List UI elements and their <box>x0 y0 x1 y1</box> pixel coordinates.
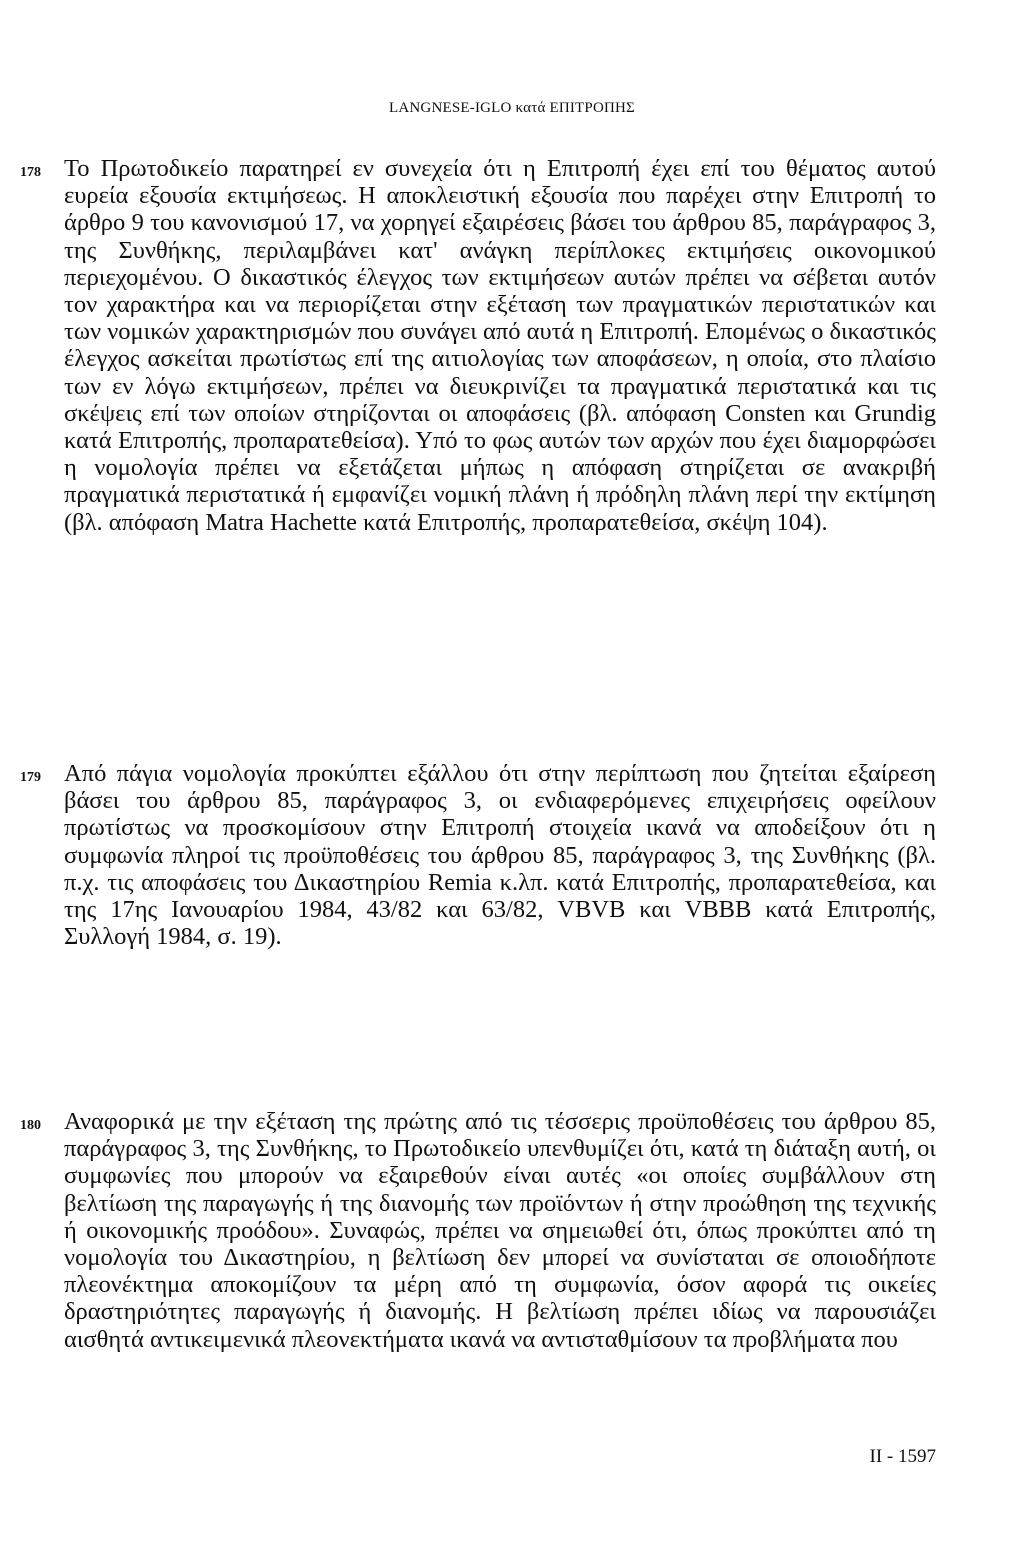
paragraph-number: 180 <box>20 1118 41 1133</box>
paragraph-number: 179 <box>20 770 41 785</box>
paragraph-text: Αναφορικά με την εξέταση της πρώτης από τις τέσσερις προϋποθέσεις του άρθρου 85, παράγραφος 3, της Συνθήκης, το Πρωτοδικείο υπενθυμίζει ότι, κατά τη διάταξη αυτή, οι συμφωνίες που μπορούν να εξαιρεθούν είναι αυτές «οι οποίες συμβάλλουν στη βελτίωση της παραγωγής ή της διανομής των προϊόντων ή στην προώθηση της τεχνικής ή οικονομικής προόδου». Συναφώς, πρέπει να σημειωθεί ότι, όπως προκύπτει από τη νομολογία του Δικαστηρίου, η βελτίωση δεν μπορεί να συνίσταται σε οποιοδήποτε πλεονέκτημα αποκομίζουν τα μέρη από τη συμφωνία, όσον αφορά τις οικείες δραστηριότητες παραγωγής ή διανομής. Η βελτίωση πρέπει ιδίως να παρουσιάζει αισθητά αντικειμενικά πλεονεκτήματα ικανά να αντισταθμίσουν τα προβλήματα που <box>64 1108 936 1353</box>
paragraph-text: Από πάγια νομολογία προκύπτει εξάλλου ότι στην περίπτωση που ζητείται εξαίρεση βάσει του άρθρου 85, παράγραφος 3, οι ενδιαφερόμενες επιχειρήσεις οφείλουν πρωτίστως να προσκομίσουν στην Επιτροπή στοιχεία ικανά να αποδείξουν ότι η συμφωνία πληροί τις προϋποθέσεις του άρθρου 85, παράγραφος 3, της Συνθήκης (βλ. π.χ. τις αποφάσεις του Δικαστηρίου Remia κ.λπ. κατά Επιτροπής, προπαρατεθείσα, και της 17ης Ιανουαρίου 1984, 43/82 και 63/82, VBVB και VBBB κατά Επιτροπής, Συλλογή 1984, σ. 19). <box>64 760 936 951</box>
page-number: II - 1597 <box>869 1446 936 1467</box>
paragraph-text: Το Πρωτοδικείο παρατηρεί εν συνεχεία ότι η Επιτροπή έχει επί του θέματος αυτού ευρεία εξουσία εκτιμήσεως. Η αποκλειστική εξουσία που παρέχει στην Επιτροπή το άρθρο 9 του κανονισμού 17, να χορηγεί εξαιρέσεις βάσει του άρθρου 85, παράγραφος 3, της Συνθήκης, περιλαμβάνει κατ' ανάγκη περίπλοκες εκτιμήσεις οικονομικού περιεχομένου. Ο δικαστικός έλεγχος των εκτιμήσεων αυτών πρέπει να σέβεται αυτόν τον χαρακτήρα και να περιορίζεται στην εξέταση των πραγματικών περιστατικών και των νομικών χαρακτηρισμών που συνάγει από αυτά η Επιτροπή. Επομένως ο δικαστικός έλεγχος ασκείται πρωτίστως επί της αιτιολογίας των αποφάσεων, η οποία, στο πλαίσιο των εν λόγω εκτιμήσεων, πρέπει να διευκρινίζει τα πραγματικά περιστατικά και τις σκέψεις επί των οποίων στηρίζονται οι αποφάσεις (βλ. απόφαση Consten και Grundig κατά Επιτροπής, προπαρατεθείσα). Υπό το φως αυτών των αρχών που έχει διαμορφώσει η νομολογία πρέπει να εξετάζεται μήπως η απόφαση στηρίζεται σε ανακριβή πραγματικά περιστατικά ή εμφανίζει νομική πλάνη ή πρόδηλη πλάνη περί την εκτίμηση (βλ. απόφαση Matra Hachette κατά Επιτροπής, προπαρατεθείσα, σκέψη 104). <box>64 155 936 536</box>
paragraph-number: 178 <box>20 165 41 180</box>
running-header: LANGNESE-IGLO κατά ΕΠΙΤΡΟΠΗΣ <box>389 100 635 116</box>
